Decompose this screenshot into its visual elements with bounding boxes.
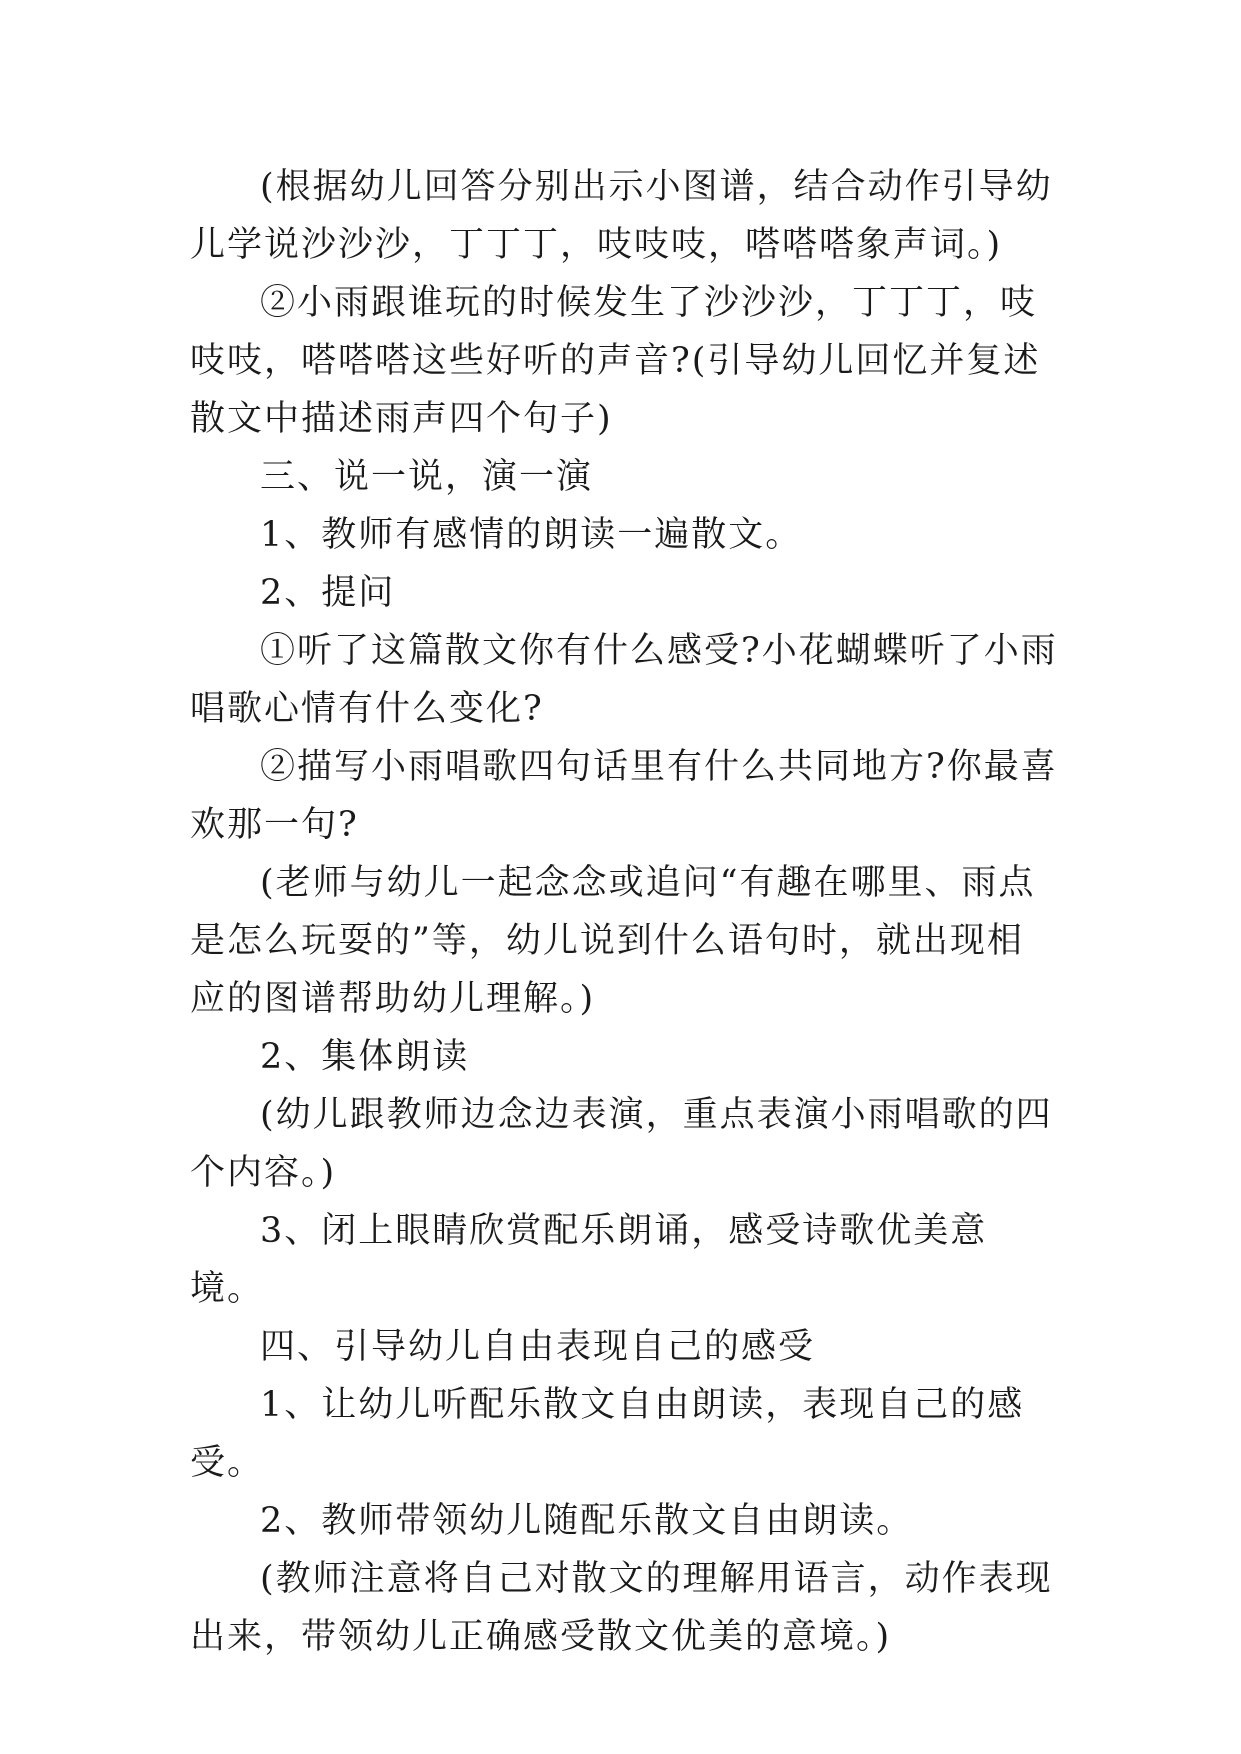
paragraph: (老师与幼儿一起念念或追问“有趣在哪里、雨点是怎么玩耍的”等，幼儿说到什么语句时，就出现相应的图谱帮助幼儿理解。) bbox=[190, 863, 1036, 1019]
paragraph: ②描写小雨唱歌四句话里有什么共同地方?你最喜欢那一句? bbox=[190, 747, 1058, 845]
paragraph: (幼儿跟教师边念边表演，重点表演小雨唱歌的四个内容。) bbox=[190, 1095, 1053, 1193]
paragraph: ②小雨跟谁玩的时候发生了沙沙沙，丁丁丁，吱吱吱，嗒嗒嗒这些好听的声音?(引导幼儿回忆并复述散文中描述雨声四个句子) bbox=[190, 283, 1041, 439]
paragraph: 2、提问 bbox=[260, 573, 396, 613]
document-body bbox=[190, 158, 1060, 1666]
paragraph: 1、让幼儿听配乐散文自由朗读，表现自己的感受。 bbox=[190, 1385, 1025, 1483]
paragraph: 1、教师有感情的朗读一遍散文。 bbox=[260, 515, 803, 555]
paragraph: 3、闭上眼睛欣赏配乐朗诵，感受诗歌优美意境。 bbox=[190, 1211, 988, 1309]
paragraph: (根据幼儿回答分别出示小图谱，结合动作引导幼儿学说沙沙沙，丁丁丁，吱吱吱，嗒嗒嗒象声词。) bbox=[190, 167, 1053, 265]
paragraph: 2、集体朗读 bbox=[260, 1037, 470, 1077]
paragraph: 2、教师带领幼儿随配乐散文自由朗读。 bbox=[260, 1501, 914, 1541]
section-heading: 四、引导幼儿自由表现自己的感受 bbox=[260, 1327, 816, 1367]
paragraph: ①听了这篇散文你有什么感受?小花蝴蝶听了小雨唱歌心情有什么变化? bbox=[190, 631, 1058, 729]
paragraph: (教师注意将自己对散文的理解用语言，动作表现出来，带领幼儿正确感受散文优美的意境。) bbox=[190, 1559, 1053, 1657]
section-heading: 三、说一说，演一演 bbox=[260, 457, 594, 497]
